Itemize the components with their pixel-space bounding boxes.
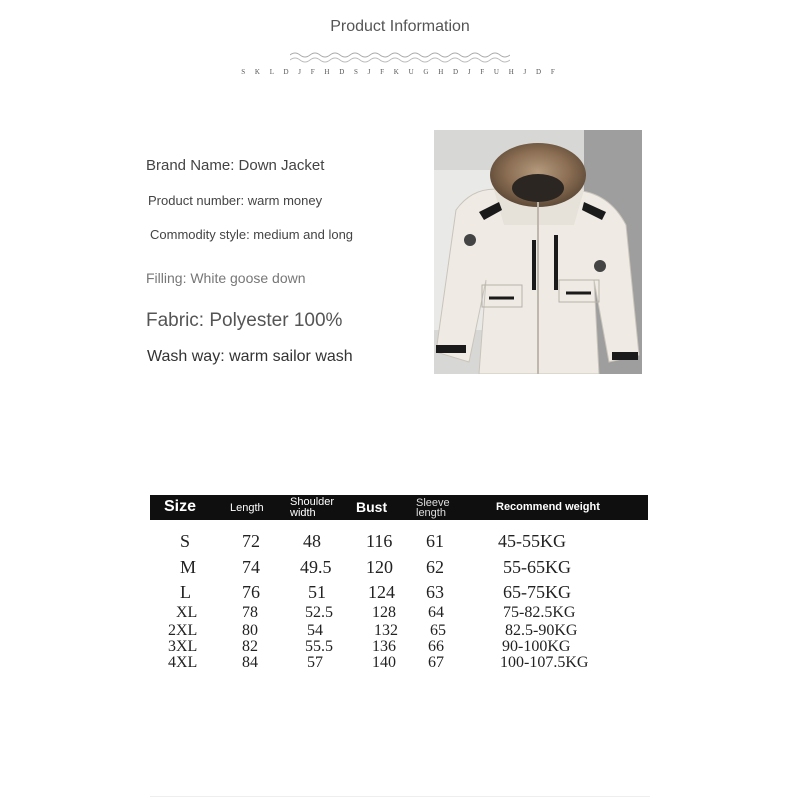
- cell-length: 78: [242, 604, 258, 621]
- cell-length: 76: [242, 582, 260, 602]
- cell-shoulder: 55.5: [305, 638, 333, 655]
- wave-divider-icon: [290, 50, 510, 66]
- header-shoulder-width: Shoulder width: [290, 496, 335, 519]
- footer-divider: [150, 796, 650, 797]
- cell-bust: 128: [372, 604, 396, 621]
- spec-filling: Filling: White goose down: [146, 270, 306, 286]
- cell-weight: 75-82.5KG: [503, 604, 576, 621]
- cell-size: 2XL: [168, 622, 198, 639]
- cell-bust: 124: [368, 582, 395, 602]
- cell-sleeve: 63: [426, 582, 444, 602]
- cell-size: S: [180, 531, 191, 551]
- cell-size: XL: [176, 604, 198, 621]
- cell-bust: 116: [366, 531, 393, 551]
- cell-weight: 55-65KG: [503, 557, 571, 577]
- cell-length: 72: [242, 531, 260, 551]
- header-sleeve-length: Sleeve length: [416, 497, 450, 519]
- cell-shoulder: 48: [303, 531, 321, 551]
- cell-bust: 140: [372, 654, 396, 671]
- cell-shoulder: 49.5: [300, 557, 332, 577]
- cell-sleeve: 67: [428, 654, 444, 671]
- size-table: [150, 495, 648, 671]
- size-table-header: [150, 495, 648, 520]
- product-photo: [434, 130, 642, 374]
- header-length: Length: [230, 502, 264, 514]
- spec-fabric: Fabric: Polyester 100%: [146, 310, 343, 331]
- spec-product-number: Product number: warm money: [148, 193, 323, 208]
- cell-sleeve: 64: [428, 604, 444, 621]
- cell-sleeve: 61: [426, 531, 444, 551]
- cell-length: 84: [242, 654, 258, 671]
- cell-weight: 90-100KG: [502, 638, 571, 655]
- cell-shoulder: 51: [308, 582, 326, 602]
- cell-sleeve: 62: [426, 557, 444, 577]
- cell-size: L: [180, 582, 191, 602]
- cell-weight: 65-75KG: [503, 582, 571, 602]
- cell-length: 80: [242, 622, 258, 639]
- cell-shoulder: 54: [307, 622, 323, 639]
- down-jacket-icon: [434, 130, 642, 374]
- page-title: Product Information: [330, 18, 470, 35]
- cell-weight: 100-107.5KG: [500, 654, 589, 671]
- cell-weight: 45-55KG: [498, 531, 566, 551]
- cell-shoulder: 52.5: [305, 604, 333, 621]
- cell-length: 82: [242, 638, 258, 655]
- cell-sleeve: 65: [430, 622, 446, 639]
- cell-shoulder: 57: [307, 654, 323, 671]
- cell-size: 3XL: [168, 638, 198, 655]
- cell-size: 4XL: [168, 654, 198, 671]
- cell-bust: 132: [374, 622, 398, 639]
- spec-commodity-style: Commodity style: medium and long: [150, 227, 354, 242]
- cell-sleeve: 66: [428, 638, 444, 655]
- cell-weight: 82.5-90KG: [505, 622, 578, 639]
- header-size: Size: [164, 498, 197, 515]
- cell-bust: 136: [372, 638, 396, 655]
- spec-wash-way: Wash way: warm sailor wash: [147, 348, 353, 365]
- cell-bust: 120: [366, 557, 393, 577]
- decorative-letters: S K L D J F H D S J F K U G H D J F U H J D F: [241, 68, 559, 76]
- cell-length: 74: [242, 557, 260, 577]
- header-recommend-weight: Recommend weight: [496, 501, 600, 513]
- spec-brand-name: Brand Name: Down Jacket: [146, 157, 325, 174]
- header-bust: Bust: [356, 499, 388, 515]
- cell-size: M: [180, 557, 197, 577]
